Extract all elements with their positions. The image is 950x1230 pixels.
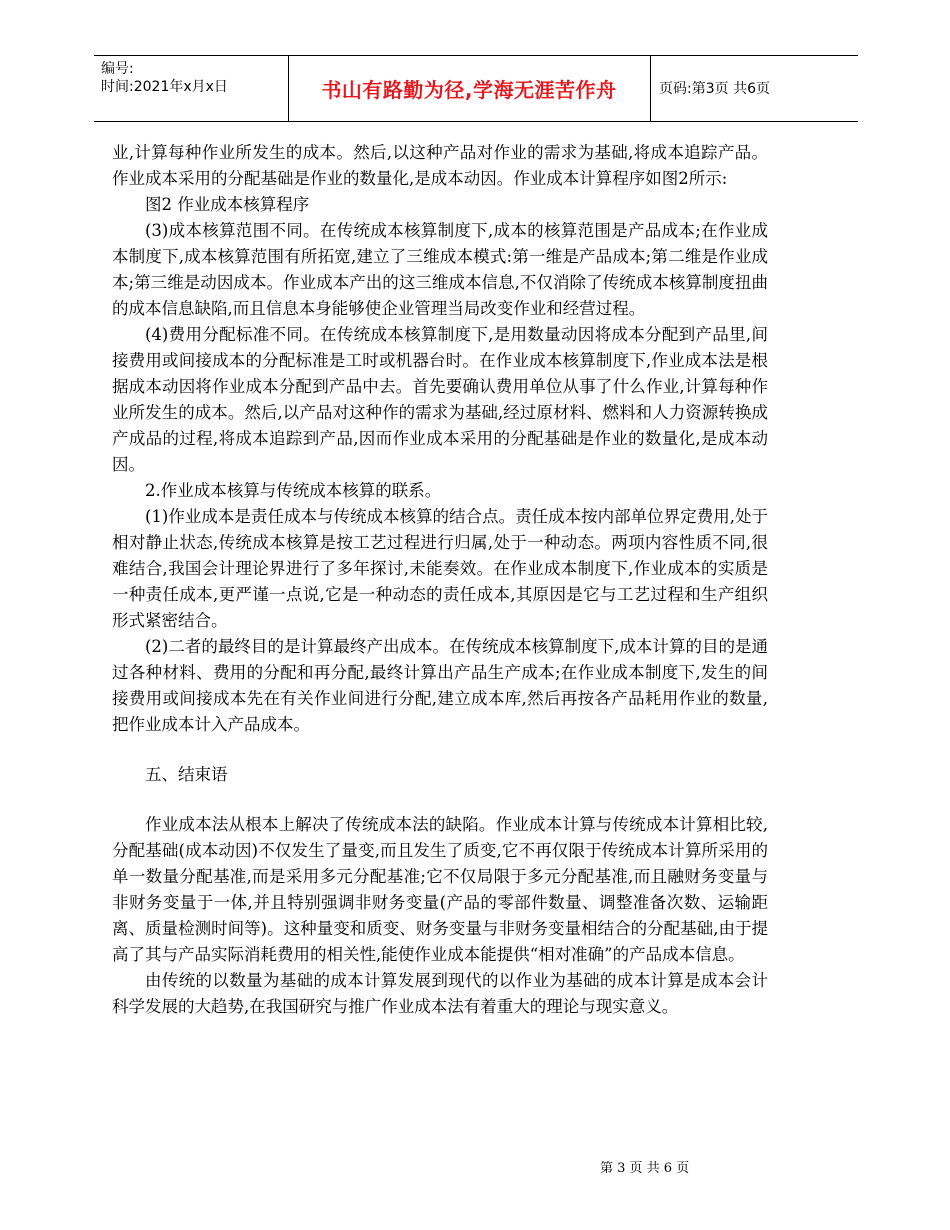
subheading-connection: 2.作业成本核算与传统成本核算的联系。 bbox=[145, 481, 442, 500]
paragraph-allocation-standard: (4)费用分配标准不同。在传统成本核算制度下,是用数量动因将成本分配到产品里,间接费用或间接成本的分配标准是工时或机器台时。在作业成本核算制度下,作业成本法是根据成本动因将作业成本分配到产品中去。首先要确认费用单位从事了什么作业,计算每种作业所发生的成本。然后,以产品对这种作的需求为基础,经过原材料、燃料和人力资源转换成产成品的过程,将成本追踪到产品,因而作业成本采用的分配基础是作业的数量化,是成本动因。 bbox=[112, 325, 768, 474]
document-body bbox=[112, 140, 768, 1020]
paragraph-conclusion-2: 由传统的以数量为基础的成本计算发展到现代的以作业为基础的成本计算是成本会计科学发展的大趋势,在我国研究与推广作业成本法有着重大的理论与现实意义。 bbox=[112, 971, 768, 1016]
time-label: 时间:2021年x月x日 bbox=[101, 79, 228, 95]
header-bottom-rule bbox=[94, 121, 858, 122]
header-page-info: 页码:第3页 共6页 bbox=[659, 81, 770, 97]
serial-label: 编号: bbox=[101, 61, 134, 77]
header-divider-right bbox=[650, 55, 651, 121]
paragraph-continued: 业,计算每种作业所发生的成本。然后,以这种产品对作业的需求为基础,将成本追踪产品。作业成本采用的分配基础是作业的数量化,是成本动因。作业成本计算程序如图2所示: bbox=[112, 143, 768, 188]
header-top-rule bbox=[94, 55, 858, 56]
header-motto: 书山有路勤为径,学海无涯苦作舟 bbox=[321, 78, 617, 102]
paragraph-responsibility-cost: (1)作业成本是责任成本与传统成本核算的结合点。责任成本按内部单位界定费用,处于相对静止状态,传统成本核算是按工艺过程进行归属,处于一种动态。两项内容性质不同,很难结合,我国会计理论界进行了多年探讨,未能奏效。在作业成本制度下,作业成本的实质是一种责任成本,更严谨一点说,它是一种动态的责任成本,其原因是它与工艺过程和生产组织形式紧密结合。 bbox=[112, 507, 768, 630]
figure-caption: 图2 作业成本核算程序 bbox=[145, 195, 310, 214]
section-title-conclusion: 五、结束语 bbox=[145, 765, 228, 784]
page-footer: 第 3 页 共 6 页 bbox=[600, 1161, 690, 1176]
paragraph-scope-difference: (3)成本核算范围不同。在传统成本核算制度下,成本的核算范围是产品成本;在作业成本制度下,成本核算范围有所拓宽,建立了三维成本模式:第一维是产品成本;第二维是作业成本;第三维是动因成本。作业成本产出的这三维成本信息,不仅消除了传统成本核算制度扭曲的成本信息缺陷,而且信息本身能够使企业管理当局改变作业和经营过程。 bbox=[112, 221, 768, 318]
paragraph-conclusion-1: 作业成本法从根本上解决了传统成本法的缺陷。作业成本计算与传统成本计算相比较,分配基础(成本动因)不仅发生了量变,而且发生了质变,它不再仅限于传统成本计算所采用的单一数量分配基准,而是采用多元分配基准;它不仅局限于多元分配基准,而且融财务变量与非财务变量于一体,并且特别强调非财务变量(产品的零部件数量、调整准备次数、运输距离、质量检测时间等)。这种量变和质变、财务变量与非财务变量相结合的分配基础,由于提高了其与产品实际消耗费用的相关性,能使作业成本能提供“相对准确”的产品成本信息。 bbox=[112, 815, 768, 964]
paragraph-final-purpose: (2)二者的最终目的是计算最终产出成本。在传统成本核算制度下,成本计算的目的是通过各种材料、费用的分配和再分配,最终计算出产品生产成本;在作业成本制度下,发生的间接费用或间接成本先在有关作业间进行分配,建立成本库,然后再按各产品耗用作业的数量,把作业成本计入产品成本。 bbox=[112, 637, 768, 734]
